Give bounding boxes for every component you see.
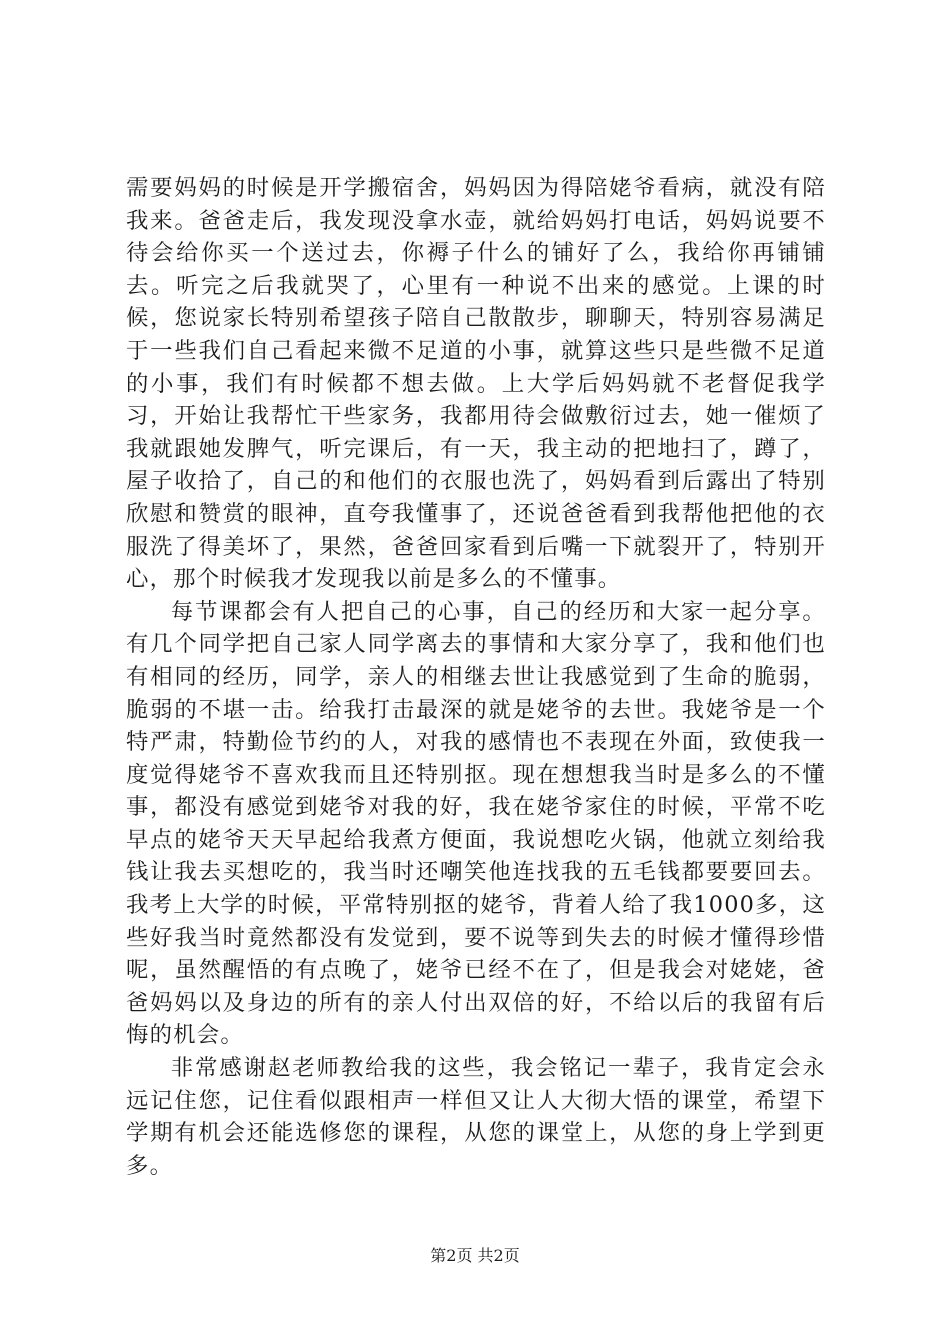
document-body [126, 172, 826, 1182]
page-footer: 第2页 共2页 [430, 1246, 520, 1265]
paragraph-2: 每节课都会有人把自己的心事，自己的经历和大家一起分享。有几个同学把自己家人同学离去的事情和大家分享了，我和他们也有相同的经历，同学，亲人的相继去世让我感觉到了生命的脆弱，脆弱的不堪一击。给我打击最深的就是姥爷的去世。我姥爷是一个特严肃，特勤俭节约的人，对我的感情也不表现在外面，致使我一度觉得姥爷不喜欢我而且还特别抠。现在想想我当时是多么的不懂事，都没有感觉到姥爷对我的好，我在姥爷家住的时候，平常不吃早点的姥爷天天早起给我煮方便面，我说想吃火锅，他就立刻给我钱让我去买想吃的，我当时还嘲笑他连找我的五毛钱都要要回去。我考上大学的时候，平常特别抠的姥爷，背着人给了我1000多，这些好我当时竟然都没有发觉到，要不说等到失去的时候才懂得珍惜呢，虽然醒悟的有点晚了，姥爷已经不在了，但是我会对姥姥，爸爸妈妈以及身边的所有的亲人付出双倍的好，不给以后的我留有后悔的机会。 [126, 598, 826, 1049]
paragraph-3: 非常感谢赵老师教给我的这些，我会铭记一辈子，我肯定会永远记住您，记住看似跟相声一样但又让人大彻大悟的课堂，希望下学期有机会还能选修您的课程，从您的课堂上，从您的身上学到更多。 [126, 1055, 826, 1179]
paragraph-1: 需要妈妈的时候是开学搬宿舍，妈妈因为得陪姥爷看病，就没有陪我来。爸爸走后，我发现没拿水壶，就给妈妈打电话，妈妈说要不待会给你买一个送过去，你褥子什么的铺好了么，我给你再铺铺去。听完之后我就哭了，心里有一种说不出来的感觉。上课的时候，您说家长特别希望孩子陪自己散散步，聊聊天，特别容易满足于一些我们自己看起来微不足道的小事，就算这些只是些微不足道的小事，我们有时候都不想去做。上大学后妈妈就不老督促我学习，开始让我帮忙干些家务，我都用待会做敷衍过去，她一催烦了我就跟她发脾气，听完课后，有一天，我主动的把地扫了，蹲了，屋子收拾了，自己的和他们的衣服也洗了，妈妈看到后露出了特别欣慰和赞赏的眼神，直夸我懂事了，还说爸爸看到我帮他把他的衣服洗了得美坏了，果然，爸爸回家看到后嘴一下就裂开了，特别开心，那个时候我才发现我以前是多么的不懂事。 [126, 175, 826, 593]
